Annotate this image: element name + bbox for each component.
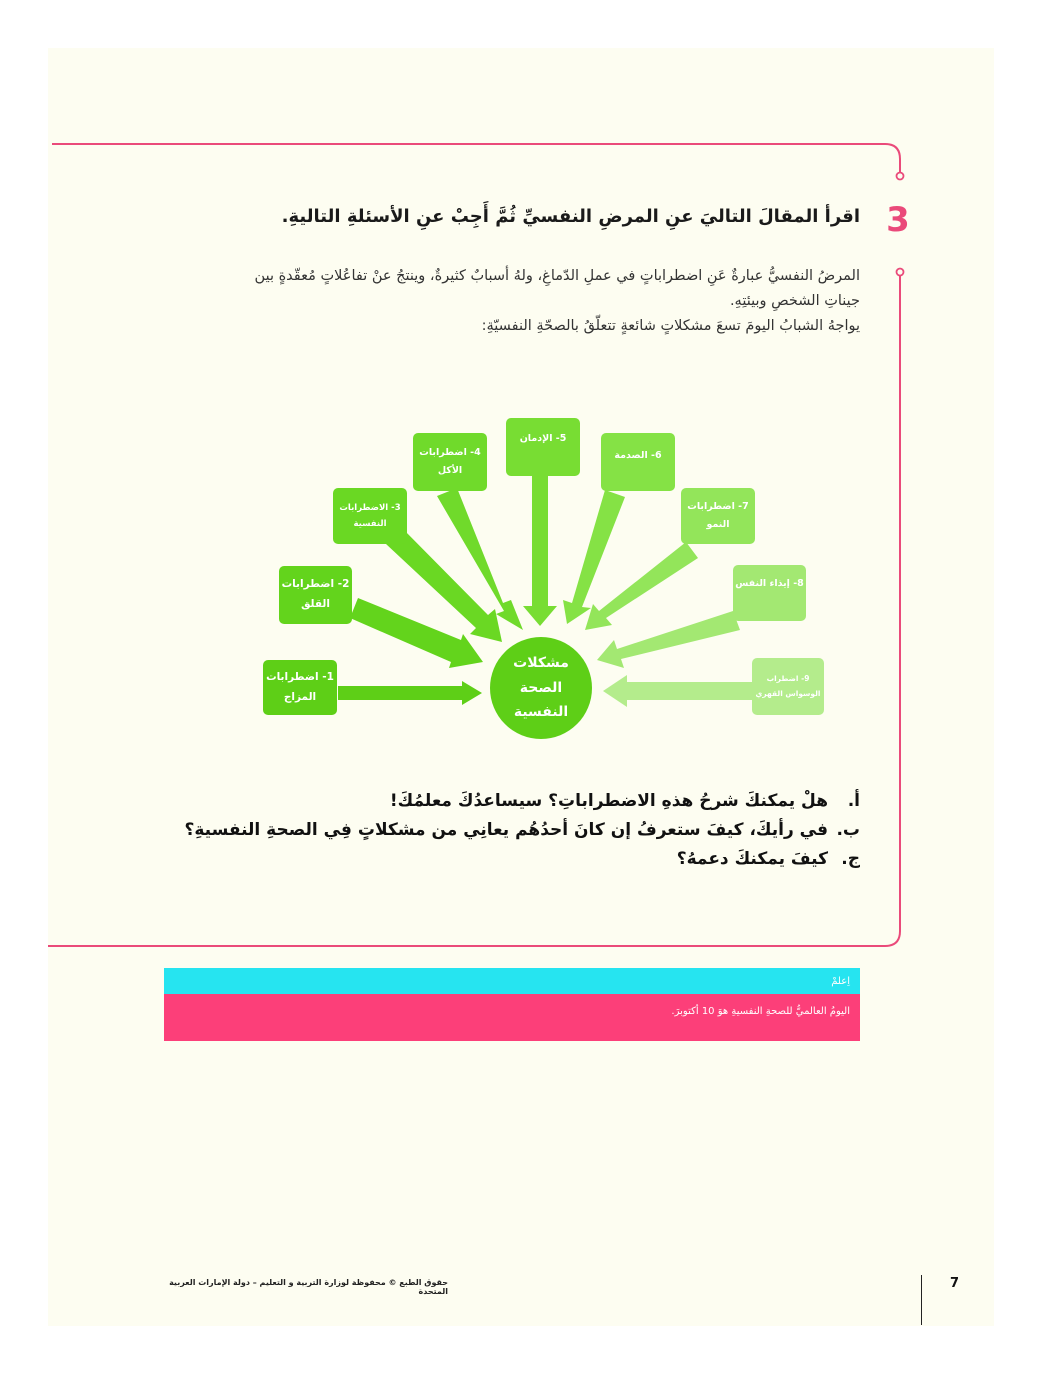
- diagram-center: [490, 637, 592, 739]
- question-text: في رأيكَ، كيفَ ستعرفُ إن كانَ أحدُهُم يعانِي من مشكلاتٍ فِي الصحةِ النفسيةِ؟: [184, 819, 828, 840]
- question-item: [160, 815, 860, 844]
- diagram-box-3: [333, 488, 407, 544]
- diagram-box-8: [733, 565, 806, 621]
- diagram-box-6: [601, 433, 675, 491]
- intro-line: جيناتِ الشخصِ وبيئتِهِ.: [729, 293, 860, 309]
- box-line: الوسواس القهري: [755, 688, 821, 698]
- question-title: اقرأ المقالَ التاليَ عنِ المرضِ النفسيِّ ثُمَّ أَجِبْ عنِ الأسئلةِ التاليةِ.: [281, 206, 860, 227]
- question-item: [160, 786, 860, 815]
- intro-line: المرضُ النفسيُّ عبارةٌ عَنِ اضطراباتٍ في عملِ الدّماغِ، ولهُ أسبابٌ كثيرةٌ، وينتجُ عنْ تفاعُلاتٍ مُعقّدةٍ بين: [254, 268, 860, 284]
- arrow-8: [597, 611, 740, 668]
- arrow-5: [523, 476, 557, 626]
- box-line: 1- اضطرابات: [266, 670, 334, 683]
- center-line: النفسية: [513, 704, 569, 721]
- box-line: النمو: [706, 519, 730, 530]
- center-line: الصحة: [519, 679, 563, 696]
- question-text: كيفَ يمكنكَ دعمهُ؟: [676, 848, 828, 869]
- center-line: مشكلات: [513, 655, 569, 672]
- question-text: هلْ يمكنكَ شرحُ هذهِ الاضطراباتِ؟ سيساعدُكَ معلمُكَ!: [389, 790, 828, 811]
- diagram-box-9: [752, 658, 824, 715]
- box-line: 9- اضطراب: [766, 674, 810, 684]
- intro-line: يواجهُ الشبابُ اليومَ تسعَ مشكلاتٍ شائعةٍ تتعلّقُ بالصحّةِ النفسيّةِ:: [481, 318, 860, 334]
- question-number: 3: [886, 200, 910, 240]
- box-line: القلق: [301, 598, 330, 610]
- arrow-9: [603, 675, 752, 707]
- diagram-box-5: [506, 418, 580, 476]
- box-line: 3- الاضطرابات: [339, 502, 401, 513]
- diagram-box-2: [279, 566, 352, 624]
- box-line: 8- إيذاء النفس: [735, 578, 804, 589]
- question-letter: أ.: [847, 790, 860, 811]
- diagram-box-7: [681, 488, 755, 544]
- box-line: 4- اضطرابات: [419, 446, 481, 458]
- box-line: 2- اضطرابات: [281, 578, 350, 591]
- box-line: الأكل: [437, 465, 463, 476]
- question-item: [160, 844, 860, 873]
- diagram-box-1: [263, 660, 337, 715]
- box-line: المزاج: [283, 690, 317, 703]
- box-line: 5- الإدمان: [519, 433, 567, 444]
- page-number: 7: [950, 1276, 960, 1291]
- box-line: النفسية: [353, 519, 387, 529]
- question-letter: ب.: [836, 819, 860, 840]
- question-list: [160, 786, 860, 873]
- footer-divider: [921, 1275, 922, 1325]
- know-text: اليومُ العالميُّ للصحةِ النفسيةِ هوَ 10 أكتوبرَ.: [164, 994, 860, 1041]
- box-line: 6- الصدمة: [614, 450, 662, 461]
- diagram-box-4: [413, 433, 487, 491]
- know-box: [164, 968, 860, 1041]
- question-letter: ج.: [841, 848, 860, 869]
- know-heading: اِعلمْ: [164, 968, 860, 994]
- box-line: 7- اضطرابات: [687, 500, 749, 512]
- arrow-1: [338, 681, 482, 705]
- copyright-footer: حقوق الطبع © محفوظة لوزارة التربية و التعليم – دولة الإمارات العربية المتحدة: [169, 1278, 448, 1296]
